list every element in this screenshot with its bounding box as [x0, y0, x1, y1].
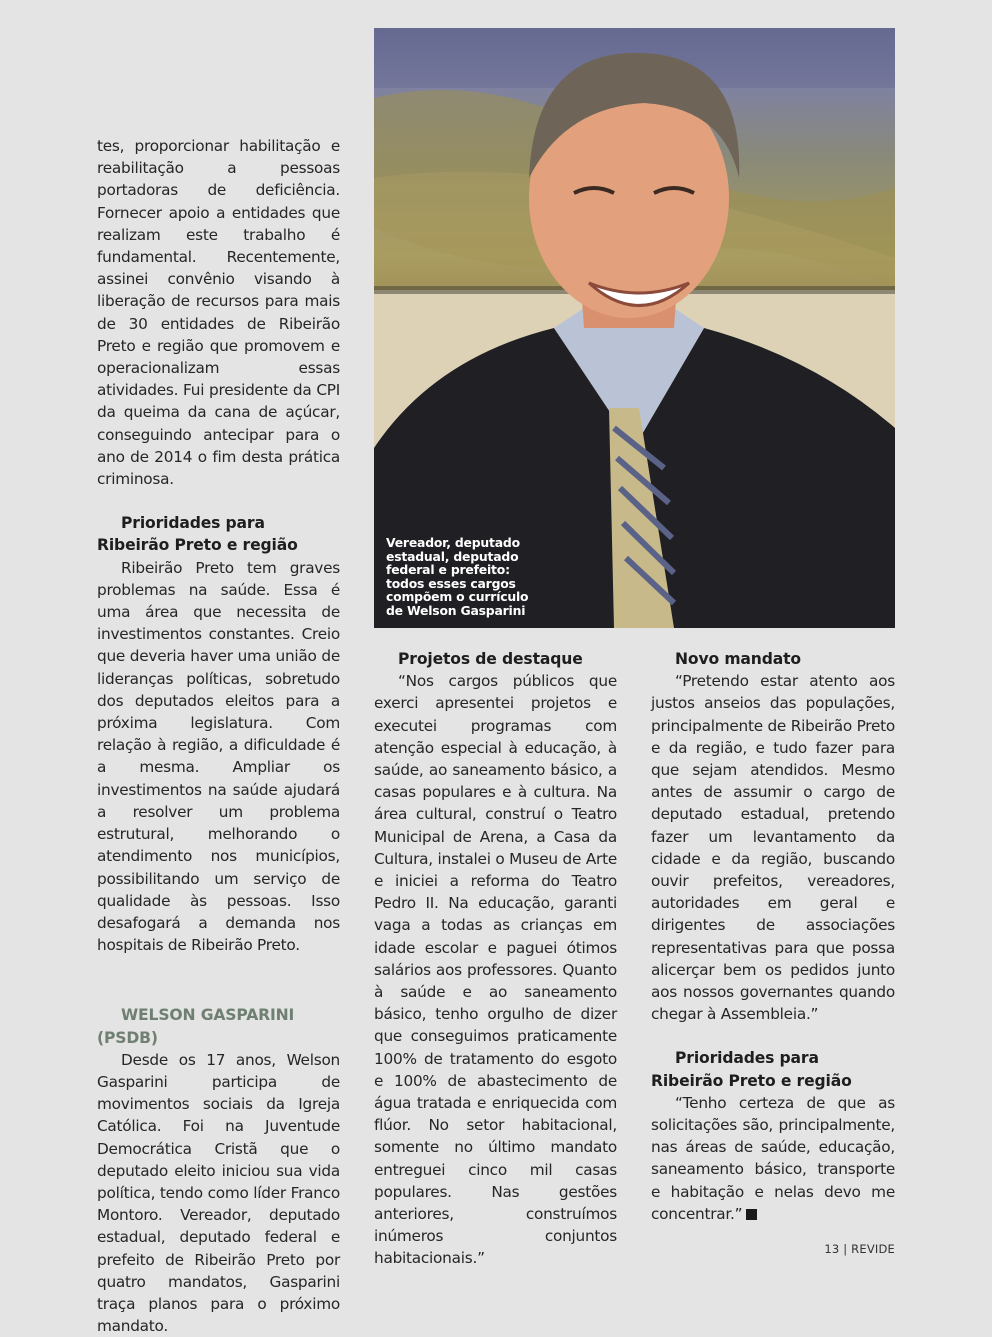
portrait-photo [374, 28, 895, 628]
new-mandate-paragraph: “Pretendo estar atento aos justos anseios das populações, principalmente de Ribeirão Preto e da região, e tudo fazer para que sejam atendidos. Mesmo antes de assumir o cargo de deputado estadual, pretendo fazer um levantamento da cidade e da região, buscando ouvir prefeitos, vereadores, autoridades em geral e dirigentes de associações representativas para que possa alicerçar bem os pedidos junto aos nossos governantes quando chegar à Assembleia.” [651, 672, 896, 1024]
person-bio-paragraph: Desde os 17 anos, Welson Gasparini participa de movimentos sociais da Igreja Católica. Foi na Juventude Democrática Cristã que o deputado eleito iniciou sua vida política, tendo como líder Franco Montoro. Vereador, deputado estadual, deputado federal e prefeito de Ribeirão Preto por quatro mandatos, Gasparini traça planos para o próximo mandato. [97, 1050, 340, 1336]
section-heading-priorities-2: Prioridades para Ribeirão Preto e região [651, 1049, 852, 1090]
section-heading-priorities: Prioridades para Ribeirão Preto e região [97, 514, 298, 555]
section-heading-projects: Projetos de destaque [398, 650, 583, 668]
person-heading: WELSON GASPARINI (PSDB) [97, 1006, 295, 1047]
article-column-2 [374, 648, 617, 1270]
article-column-1 [97, 135, 340, 1337]
projects-paragraph: “Nos cargos públicos que exerci apresentei projetos e executei programas com atenção especial à educação, à saúde, ao saneamento básico, a casas populares e à cultura. Na área cultural, construí o Teatro Municipal de Arena, a Casa da Cultura, instalei o Museu de Arte e iniciei a reforma do Teatro Pedro II. Na educação, garanti vaga a todas as crianças em idade escolar e paguei ótimos salários aos professores. Quanto à saúde e ao saneamento básico, tenho orgulho de dizer que conseguimos praticamente 100% de tratamento do esgoto e 100% de abastecimento de água tratada e enriquecida com flúor. No setor habitacional, somente no último mandato entreguei cinco mil casas populares. Nas gestões anteriores, construímos inúmeros conjuntos habitacionais.” [374, 672, 617, 1268]
priorities-2-paragraph [651, 1092, 895, 1225]
priorities-paragraph: Ribeirão Preto tem graves problemas na saúde. Essa é uma área que necessita de investimentos constantes. Creio que deveria haver uma união de lideranças políticas, sobretudo dos deputados eleitos para a próxima legislatura. Com relação à região, a dificuldade é a mesma. Ampliar os investimentos na saúde ajudará a resolver um problema estrutural, melhorando o atendimento nos municípios, possibilitando um serviço de qualidade às pessoas. Isso desafogará a demanda nos hospitais de Ribeirão Preto. [97, 558, 340, 955]
article-column-3 [651, 648, 895, 1225]
end-mark-icon [746, 1209, 757, 1220]
page-footer: 13 | REVIDE [824, 1242, 895, 1256]
priorities-2-text: “Tenho certeza de que as solicitações são, principalmente, nas áreas de saúde, educação, saneamento básico, transporte e habitação e nelas devo me concentrar.” [651, 1093, 895, 1223]
section-heading-new-mandate: Novo mandato [675, 650, 801, 668]
photo-caption: Vereador, deputado estadual, deputado federal e prefeito: todos esses cargos compõem o currículo de Welson Gasparini [386, 535, 529, 618]
intro-paragraph: tes, proporcionar habilitação e reabilitação a pessoas portadoras de deficiência. Fornecer apoio a entidades que realizam este trabalho é fundamental. Recentemente, assinei convênio visando à liberação de recursos para mais de 30 entidades de Ribeirão Preto e região que promovem e operacionalizam essas atividades. Fui presidente da CPI da queima da cana de açúcar, conseguindo antecipar para o ano de 2014 o fim desta prática criminosa. [97, 137, 340, 489]
